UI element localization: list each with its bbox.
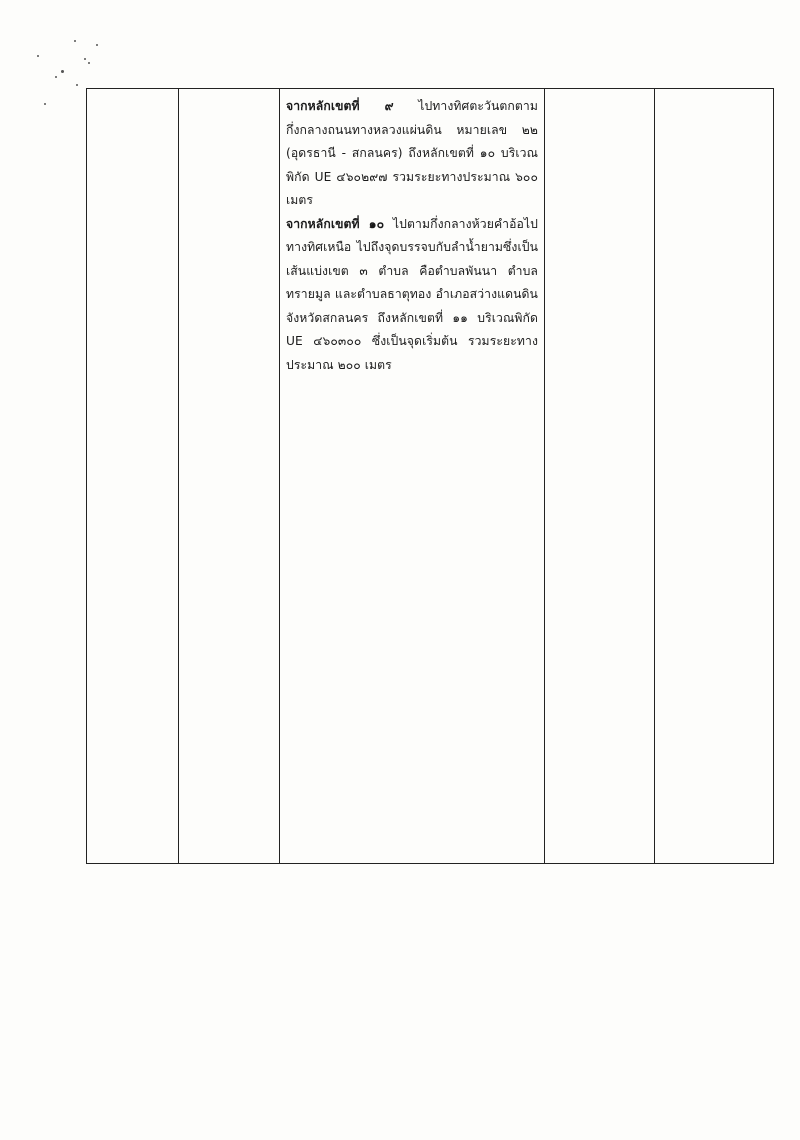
table-column-2 xyxy=(179,89,280,863)
table-column-5 xyxy=(655,89,773,863)
table-column-description xyxy=(280,89,545,863)
boundary-description xyxy=(286,95,538,377)
paragraph-text: ไปทางทิศตะวันตกตามกึ่งกลางถนนทางหลวงแผ่นดิน หมายเลข ๒๒ (อุดรธานี - สกลนคร) ถึงหลักเขตที่ ๑๐ บริเวณพิกัด UE ๔๖๐๒๙๗ รวมระยะทางประมาณ ๖๐๐ เมตร xyxy=(286,99,539,207)
paragraph-boundary-10 xyxy=(286,213,538,378)
paragraph-lead: จากหลักเขตที่ ๙ xyxy=(286,99,394,113)
paragraph-text: ไปตามกึ่งกลางห้วยคำอ้อไปทางทิศเหนือ ไปถึงจุดบรรจบกับลำน้ำยามซึ่งเป็นเส้นแบ่งเขต ๓ ตำบล คือตำบลพันนา ตำบลทรายมูล และตำบลธาตุทอง อำเภอสว่างแดนดิน จังหวัดสกลนคร ถึงหลักเขตที่ ๑๑ บริเวณพิกัด UE ๔๖๐๓๐๐ ซึ่งเป็นจุดเริ่มต้น รวมระยะทางประมาณ ๒๐๐ เมตร xyxy=(286,216,538,372)
paragraph-boundary-9 xyxy=(286,95,538,213)
table-column-1 xyxy=(87,89,179,863)
table-column-4 xyxy=(545,89,655,863)
paragraph-lead: จากหลักเขตที่ ๑๐ xyxy=(286,216,385,231)
boundary-table xyxy=(86,88,774,864)
